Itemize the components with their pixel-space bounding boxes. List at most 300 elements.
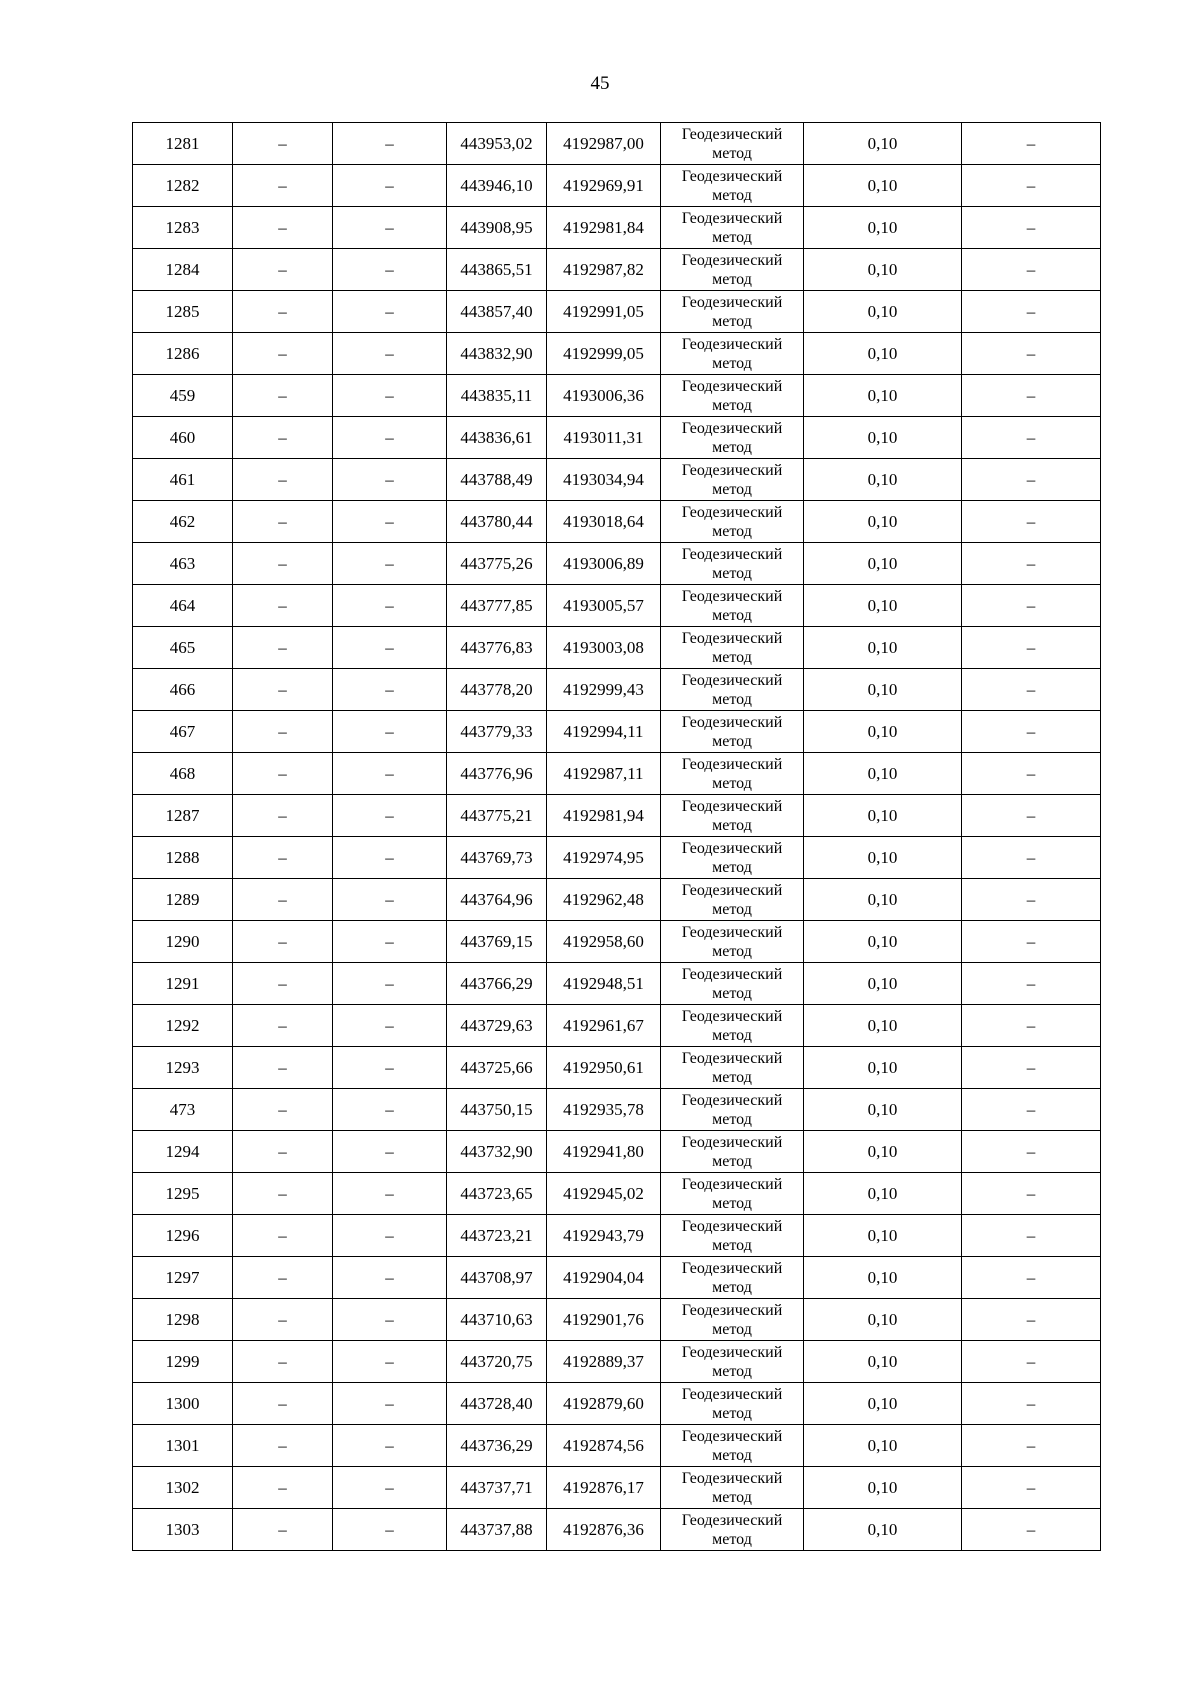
- dash-cell-a: –: [233, 1257, 333, 1299]
- method-line-1: Геодезический: [681, 755, 783, 773]
- table-row: [133, 1131, 1101, 1173]
- method-line-2: метод: [712, 270, 752, 288]
- method-line-2: метод: [712, 774, 752, 792]
- method-line-2: метод: [712, 354, 752, 372]
- dash-cell-a: –: [233, 1089, 333, 1131]
- method-cell: [661, 921, 804, 963]
- description-cell: –: [962, 459, 1101, 501]
- y-coordinate-cell: 4192987,82: [547, 249, 661, 291]
- point-number-cell: 462: [133, 501, 233, 543]
- coordinates-table: [132, 122, 1101, 1551]
- method-cell: [661, 165, 804, 207]
- dash-cell-a: –: [233, 1467, 333, 1509]
- description-cell: –: [962, 837, 1101, 879]
- dash-cell-a: –: [233, 795, 333, 837]
- method-line-1: Геодезический: [681, 629, 783, 647]
- x-coordinate-cell: 443780,44: [447, 501, 547, 543]
- description-cell: –: [962, 627, 1101, 669]
- method-line-2: метод: [712, 186, 752, 204]
- accuracy-cell: 0,10: [804, 1047, 962, 1089]
- point-number-cell: 1300: [133, 1383, 233, 1425]
- dash-cell-b: –: [333, 165, 447, 207]
- y-coordinate-cell: 4192876,36: [547, 1509, 661, 1551]
- dash-cell-a: –: [233, 1299, 333, 1341]
- y-coordinate-cell: 4192948,51: [547, 963, 661, 1005]
- accuracy-cell: 0,10: [804, 417, 962, 459]
- method-line-2: метод: [712, 1320, 752, 1338]
- y-coordinate-cell: 4192889,37: [547, 1341, 661, 1383]
- point-number-cell: 1286: [133, 333, 233, 375]
- method-line-1: Геодезический: [681, 1511, 783, 1529]
- point-number-cell: 1295: [133, 1173, 233, 1215]
- y-coordinate-cell: 4192999,05: [547, 333, 661, 375]
- table-row: [133, 627, 1101, 669]
- method-line-1: Геодезический: [681, 713, 783, 731]
- description-cell: –: [962, 753, 1101, 795]
- y-coordinate-cell: 4193034,94: [547, 459, 661, 501]
- method-line-2: метод: [712, 816, 752, 834]
- accuracy-cell: 0,10: [804, 543, 962, 585]
- dash-cell-a: –: [233, 417, 333, 459]
- method-line-2: метод: [712, 1026, 752, 1044]
- accuracy-cell: 0,10: [804, 1383, 962, 1425]
- method-line-1: Геодезический: [681, 1469, 783, 1487]
- method-line-2: метод: [712, 606, 752, 624]
- accuracy-cell: 0,10: [804, 795, 962, 837]
- method-line-1: Геодезический: [681, 1343, 783, 1361]
- table-row: [133, 795, 1101, 837]
- method-line-2: метод: [712, 564, 752, 582]
- description-cell: –: [962, 375, 1101, 417]
- y-coordinate-cell: 4192874,56: [547, 1425, 661, 1467]
- method-line-2: метод: [712, 1236, 752, 1254]
- dash-cell-a: –: [233, 291, 333, 333]
- method-line-1: Геодезический: [681, 251, 783, 269]
- y-coordinate-cell: 4192961,67: [547, 1005, 661, 1047]
- description-cell: –: [962, 543, 1101, 585]
- dash-cell-b: –: [333, 1173, 447, 1215]
- point-number-cell: 1296: [133, 1215, 233, 1257]
- table-row: [133, 249, 1101, 291]
- dash-cell-b: –: [333, 1341, 447, 1383]
- description-cell: –: [962, 1005, 1101, 1047]
- x-coordinate-cell: 443729,63: [447, 1005, 547, 1047]
- y-coordinate-cell: 4192991,05: [547, 291, 661, 333]
- x-coordinate-cell: 443775,21: [447, 795, 547, 837]
- method-cell: [661, 627, 804, 669]
- point-number-cell: 1289: [133, 879, 233, 921]
- table-row: [133, 417, 1101, 459]
- method-line-2: метод: [712, 732, 752, 750]
- point-number-cell: 1294: [133, 1131, 233, 1173]
- x-coordinate-cell: 443720,75: [447, 1341, 547, 1383]
- method-line-2: метод: [712, 312, 752, 330]
- dash-cell-a: –: [233, 165, 333, 207]
- dash-cell-b: –: [333, 543, 447, 585]
- method-cell: [661, 1047, 804, 1089]
- dash-cell-b: –: [333, 963, 447, 1005]
- x-coordinate-cell: 443708,97: [447, 1257, 547, 1299]
- x-coordinate-cell: 443777,85: [447, 585, 547, 627]
- dash-cell-b: –: [333, 333, 447, 375]
- dash-cell-a: –: [233, 1215, 333, 1257]
- table-row: [133, 1047, 1101, 1089]
- method-line-1: Геодезический: [681, 335, 783, 353]
- dash-cell-b: –: [333, 795, 447, 837]
- method-line-2: метод: [712, 480, 752, 498]
- method-line-1: Геодезический: [681, 965, 783, 983]
- dash-cell-b: –: [333, 1089, 447, 1131]
- dash-cell-a: –: [233, 1047, 333, 1089]
- dash-cell-b: –: [333, 669, 447, 711]
- y-coordinate-cell: 4192935,78: [547, 1089, 661, 1131]
- accuracy-cell: 0,10: [804, 333, 962, 375]
- table-row: [133, 1467, 1101, 1509]
- table-row: [133, 711, 1101, 753]
- y-coordinate-cell: 4192999,43: [547, 669, 661, 711]
- table-row: [133, 837, 1101, 879]
- y-coordinate-cell: 4192879,60: [547, 1383, 661, 1425]
- method-cell: [661, 543, 804, 585]
- dash-cell-a: –: [233, 123, 333, 165]
- table-row: [133, 165, 1101, 207]
- method-cell: [661, 1341, 804, 1383]
- accuracy-cell: 0,10: [804, 879, 962, 921]
- method-line-2: метод: [712, 1404, 752, 1422]
- method-cell: [661, 795, 804, 837]
- point-number-cell: 1292: [133, 1005, 233, 1047]
- point-number-cell: 1285: [133, 291, 233, 333]
- x-coordinate-cell: 443832,90: [447, 333, 547, 375]
- y-coordinate-cell: 4192941,80: [547, 1131, 661, 1173]
- dash-cell-b: –: [333, 1047, 447, 1089]
- accuracy-cell: 0,10: [804, 627, 962, 669]
- dash-cell-a: –: [233, 1383, 333, 1425]
- table-row: [133, 1425, 1101, 1467]
- dash-cell-a: –: [233, 837, 333, 879]
- y-coordinate-cell: 4192987,00: [547, 123, 661, 165]
- dash-cell-a: –: [233, 627, 333, 669]
- method-line-2: метод: [712, 858, 752, 876]
- method-line-2: метод: [712, 1530, 752, 1548]
- x-coordinate-cell: 443776,83: [447, 627, 547, 669]
- table-row: [133, 1089, 1101, 1131]
- description-cell: –: [962, 1425, 1101, 1467]
- dash-cell-b: –: [333, 291, 447, 333]
- table-row: [133, 459, 1101, 501]
- table-row: [133, 1215, 1101, 1257]
- point-number-cell: 460: [133, 417, 233, 459]
- dash-cell-a: –: [233, 711, 333, 753]
- x-coordinate-cell: 443776,96: [447, 753, 547, 795]
- dash-cell-b: –: [333, 1509, 447, 1551]
- description-cell: –: [962, 1383, 1101, 1425]
- description-cell: –: [962, 1467, 1101, 1509]
- method-line-1: Геодезический: [681, 377, 783, 395]
- table-row: [133, 375, 1101, 417]
- table-row: [133, 1383, 1101, 1425]
- dash-cell-a: –: [233, 333, 333, 375]
- y-coordinate-cell: 4193006,36: [547, 375, 661, 417]
- method-cell: [661, 459, 804, 501]
- point-number-cell: 1288: [133, 837, 233, 879]
- dash-cell-b: –: [333, 1257, 447, 1299]
- method-cell: [661, 1089, 804, 1131]
- point-number-cell: 467: [133, 711, 233, 753]
- dash-cell-a: –: [233, 543, 333, 585]
- dash-cell-b: –: [333, 1299, 447, 1341]
- accuracy-cell: 0,10: [804, 501, 962, 543]
- dash-cell-b: –: [333, 1131, 447, 1173]
- dash-cell-b: –: [333, 123, 447, 165]
- method-line-1: Геодезический: [681, 209, 783, 227]
- dash-cell-b: –: [333, 1467, 447, 1509]
- description-cell: –: [962, 1299, 1101, 1341]
- description-cell: –: [962, 123, 1101, 165]
- table-row: [133, 1509, 1101, 1551]
- point-number-cell: 1298: [133, 1299, 233, 1341]
- dash-cell-b: –: [333, 879, 447, 921]
- method-line-1: Геодезический: [681, 587, 783, 605]
- description-cell: –: [962, 501, 1101, 543]
- accuracy-cell: 0,10: [804, 1467, 962, 1509]
- method-line-1: Геодезический: [681, 1301, 783, 1319]
- method-cell: [661, 1299, 804, 1341]
- point-number-cell: 1283: [133, 207, 233, 249]
- y-coordinate-cell: 4192950,61: [547, 1047, 661, 1089]
- accuracy-cell: 0,10: [804, 753, 962, 795]
- description-cell: –: [962, 921, 1101, 963]
- method-cell: [661, 1173, 804, 1215]
- description-cell: –: [962, 795, 1101, 837]
- dash-cell-a: –: [233, 1509, 333, 1551]
- accuracy-cell: 0,10: [804, 963, 962, 1005]
- x-coordinate-cell: 443857,40: [447, 291, 547, 333]
- method-cell: [661, 1005, 804, 1047]
- description-cell: –: [962, 207, 1101, 249]
- dash-cell-a: –: [233, 963, 333, 1005]
- table-row: [133, 921, 1101, 963]
- method-line-1: Геодезический: [681, 839, 783, 857]
- method-cell: [661, 1509, 804, 1551]
- method-line-1: Геодезический: [681, 1259, 783, 1277]
- method-line-1: Геодезический: [681, 503, 783, 521]
- point-number-cell: 1303: [133, 1509, 233, 1551]
- x-coordinate-cell: 443778,20: [447, 669, 547, 711]
- y-coordinate-cell: 4193018,64: [547, 501, 661, 543]
- x-coordinate-cell: 443736,29: [447, 1425, 547, 1467]
- method-cell: [661, 333, 804, 375]
- method-line-2: метод: [712, 900, 752, 918]
- y-coordinate-cell: 4192981,84: [547, 207, 661, 249]
- x-coordinate-cell: 443835,11: [447, 375, 547, 417]
- method-cell: [661, 669, 804, 711]
- description-cell: –: [962, 1089, 1101, 1131]
- method-cell: [661, 1383, 804, 1425]
- method-line-2: метод: [712, 144, 752, 162]
- point-number-cell: 1302: [133, 1467, 233, 1509]
- x-coordinate-cell: 443737,88: [447, 1509, 547, 1551]
- method-cell: [661, 501, 804, 543]
- method-line-1: Геодезический: [681, 923, 783, 941]
- description-cell: –: [962, 165, 1101, 207]
- method-line-1: Геодезический: [681, 419, 783, 437]
- dash-cell-b: –: [333, 501, 447, 543]
- method-cell: [661, 879, 804, 921]
- method-line-2: метод: [712, 522, 752, 540]
- method-line-1: Геодезический: [681, 1049, 783, 1067]
- description-cell: –: [962, 1131, 1101, 1173]
- dash-cell-b: –: [333, 207, 447, 249]
- point-number-cell: 1282: [133, 165, 233, 207]
- dash-cell-a: –: [233, 249, 333, 291]
- point-number-cell: 465: [133, 627, 233, 669]
- y-coordinate-cell: 4193011,31: [547, 417, 661, 459]
- dash-cell-b: –: [333, 375, 447, 417]
- dash-cell-a: –: [233, 375, 333, 417]
- method-line-2: метод: [712, 1362, 752, 1380]
- method-cell: [661, 1257, 804, 1299]
- accuracy-cell: 0,10: [804, 1215, 962, 1257]
- table-row: [133, 879, 1101, 921]
- method-cell: [661, 1131, 804, 1173]
- y-coordinate-cell: 4192958,60: [547, 921, 661, 963]
- point-number-cell: 1301: [133, 1425, 233, 1467]
- point-number-cell: 1293: [133, 1047, 233, 1089]
- method-line-1: Геодезический: [681, 1091, 783, 1109]
- y-coordinate-cell: 4193006,89: [547, 543, 661, 585]
- dash-cell-b: –: [333, 585, 447, 627]
- method-line-2: метод: [712, 1488, 752, 1506]
- accuracy-cell: 0,10: [804, 207, 962, 249]
- accuracy-cell: 0,10: [804, 1509, 962, 1551]
- point-number-cell: 459: [133, 375, 233, 417]
- dash-cell-a: –: [233, 207, 333, 249]
- accuracy-cell: 0,10: [804, 249, 962, 291]
- method-line-2: метод: [712, 648, 752, 666]
- point-number-cell: 1287: [133, 795, 233, 837]
- dash-cell-a: –: [233, 1173, 333, 1215]
- x-coordinate-cell: 443710,63: [447, 1299, 547, 1341]
- y-coordinate-cell: 4192904,04: [547, 1257, 661, 1299]
- accuracy-cell: 0,10: [804, 711, 962, 753]
- point-number-cell: 1284: [133, 249, 233, 291]
- method-line-1: Геодезический: [681, 1385, 783, 1403]
- point-number-cell: 1290: [133, 921, 233, 963]
- method-cell: [661, 585, 804, 627]
- method-cell: [661, 417, 804, 459]
- description-cell: –: [962, 249, 1101, 291]
- method-line-2: метод: [712, 396, 752, 414]
- accuracy-cell: 0,10: [804, 1257, 962, 1299]
- method-cell: [661, 1215, 804, 1257]
- method-line-1: Геодезический: [681, 293, 783, 311]
- accuracy-cell: 0,10: [804, 585, 962, 627]
- y-coordinate-cell: 4192901,76: [547, 1299, 661, 1341]
- point-number-cell: 1297: [133, 1257, 233, 1299]
- dash-cell-a: –: [233, 753, 333, 795]
- table-row: [133, 333, 1101, 375]
- method-line-1: Геодезический: [681, 1427, 783, 1445]
- method-line-2: метод: [712, 438, 752, 456]
- x-coordinate-cell: 443750,15: [447, 1089, 547, 1131]
- method-line-2: метод: [712, 984, 752, 1002]
- x-coordinate-cell: 443779,33: [447, 711, 547, 753]
- table-body: [133, 123, 1101, 1551]
- table-row: [133, 501, 1101, 543]
- table-row: [133, 207, 1101, 249]
- method-line-1: Геодезический: [681, 1175, 783, 1193]
- x-coordinate-cell: 443766,29: [447, 963, 547, 1005]
- description-cell: –: [962, 669, 1101, 711]
- point-number-cell: 473: [133, 1089, 233, 1131]
- table-row: [133, 1257, 1101, 1299]
- method-line-1: Геодезический: [681, 545, 783, 563]
- accuracy-cell: 0,10: [804, 921, 962, 963]
- table-row: [133, 1341, 1101, 1383]
- method-line-1: Геодезический: [681, 167, 783, 185]
- description-cell: –: [962, 1047, 1101, 1089]
- table-row: [133, 1005, 1101, 1047]
- accuracy-cell: 0,10: [804, 165, 962, 207]
- description-cell: –: [962, 1509, 1101, 1551]
- dash-cell-a: –: [233, 1131, 333, 1173]
- method-line-1: Геодезический: [681, 881, 783, 899]
- description-cell: –: [962, 417, 1101, 459]
- dash-cell-a: –: [233, 1005, 333, 1047]
- x-coordinate-cell: 443946,10: [447, 165, 547, 207]
- x-coordinate-cell: 443725,66: [447, 1047, 547, 1089]
- point-number-cell: 466: [133, 669, 233, 711]
- description-cell: –: [962, 963, 1101, 1005]
- method-cell: [661, 1425, 804, 1467]
- x-coordinate-cell: 443775,26: [447, 543, 547, 585]
- description-cell: –: [962, 1341, 1101, 1383]
- accuracy-cell: 0,10: [804, 1425, 962, 1467]
- dash-cell-a: –: [233, 879, 333, 921]
- method-cell: [661, 753, 804, 795]
- y-coordinate-cell: 4192974,95: [547, 837, 661, 879]
- y-coordinate-cell: 4192962,48: [547, 879, 661, 921]
- dash-cell-a: –: [233, 1341, 333, 1383]
- method-line-1: Геодезический: [681, 671, 783, 689]
- description-cell: –: [962, 711, 1101, 753]
- dash-cell-b: –: [333, 1383, 447, 1425]
- method-line-2: метод: [712, 1446, 752, 1464]
- table-row: [133, 585, 1101, 627]
- description-cell: –: [962, 879, 1101, 921]
- x-coordinate-cell: 443865,51: [447, 249, 547, 291]
- method-line-1: Геодезический: [681, 1133, 783, 1151]
- method-cell: [661, 711, 804, 753]
- method-cell: [661, 123, 804, 165]
- table-row: [133, 1173, 1101, 1215]
- method-line-2: метод: [712, 690, 752, 708]
- method-line-2: метод: [712, 1194, 752, 1212]
- point-number-cell: 1291: [133, 963, 233, 1005]
- table-row: [133, 1299, 1101, 1341]
- y-coordinate-cell: 4192994,11: [547, 711, 661, 753]
- description-cell: –: [962, 1257, 1101, 1299]
- accuracy-cell: 0,10: [804, 1005, 962, 1047]
- accuracy-cell: 0,10: [804, 1089, 962, 1131]
- method-line-1: Геодезический: [681, 1007, 783, 1025]
- dash-cell-a: –: [233, 921, 333, 963]
- method-line-1: Геодезический: [681, 125, 783, 143]
- table-row: [133, 963, 1101, 1005]
- method-line-2: метод: [712, 1152, 752, 1170]
- x-coordinate-cell: 443737,71: [447, 1467, 547, 1509]
